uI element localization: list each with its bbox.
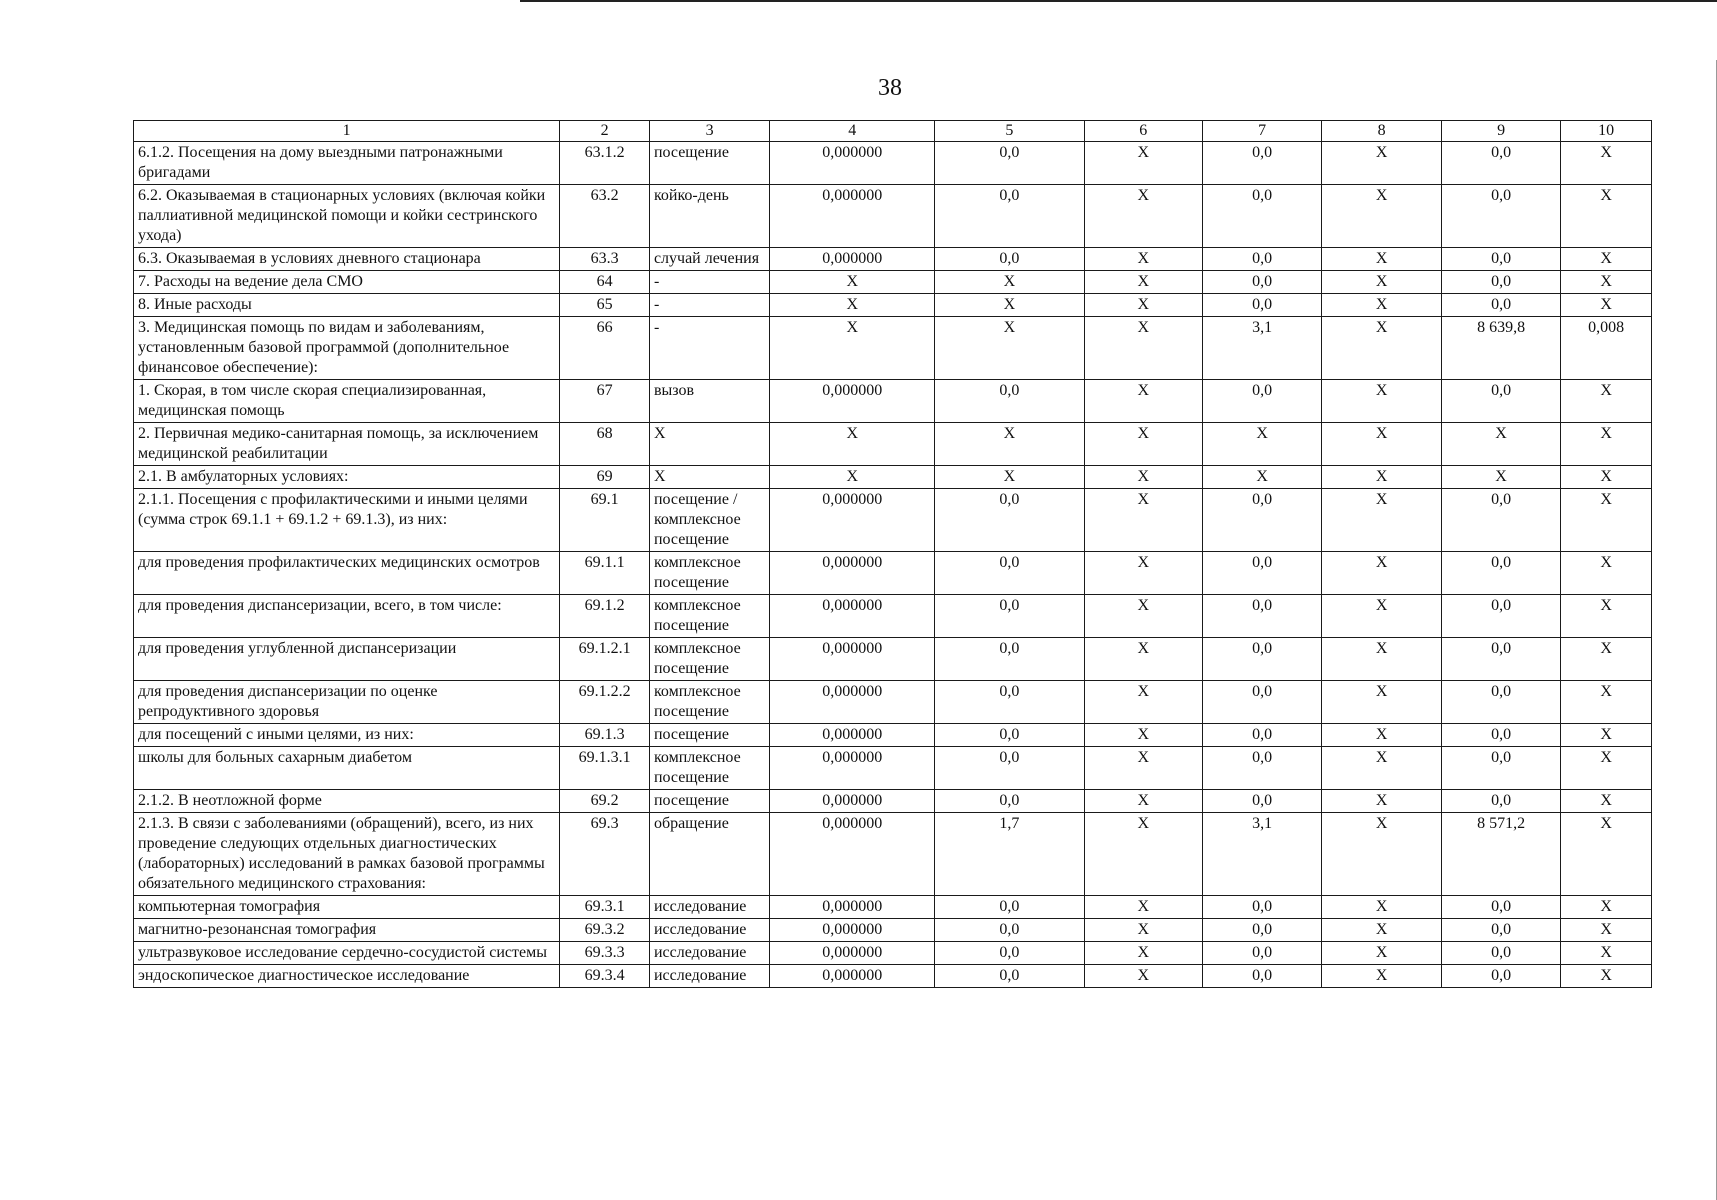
table-cell-col-3: исследование bbox=[649, 942, 769, 965]
table-cell-col-10: X bbox=[1561, 790, 1652, 813]
table-cell-col-6: X bbox=[1084, 638, 1202, 681]
table-cell-col-5: 0,0 bbox=[935, 790, 1084, 813]
table-cell-col-10: X bbox=[1561, 724, 1652, 747]
table-cell-col-4: 0,000000 bbox=[770, 638, 935, 681]
table-cell-col-8: X bbox=[1322, 489, 1441, 552]
table-cell-col-8: X bbox=[1322, 681, 1441, 724]
table-row bbox=[134, 965, 1652, 988]
table-cell-col-9: 0,0 bbox=[1441, 790, 1560, 813]
table-row bbox=[134, 552, 1652, 595]
table-cell-col-3: комплексное посещение bbox=[649, 552, 769, 595]
table-cell-col-2: 69.1.2 bbox=[560, 595, 650, 638]
table-cell-col-6: X bbox=[1084, 294, 1202, 317]
table-row bbox=[134, 294, 1652, 317]
table-cell-col-1: 2. Первичная медико-санитарная помощь, за исключением медицинской реабилитации bbox=[134, 423, 560, 466]
table-cell-col-3: посещение / комплексное посещение bbox=[649, 489, 769, 552]
table-cell-col-6: X bbox=[1084, 423, 1202, 466]
table-cell-col-6: X bbox=[1084, 965, 1202, 988]
column-header-6: 6 bbox=[1084, 121, 1202, 142]
table-cell-col-8: X bbox=[1322, 724, 1441, 747]
table-cell-col-9: 0,0 bbox=[1441, 380, 1560, 423]
table-cell-col-1: ультразвуковое исследование сердечно-сосудистой системы bbox=[134, 942, 560, 965]
column-header-5: 5 bbox=[935, 121, 1084, 142]
table-cell-col-7: 0,0 bbox=[1202, 271, 1321, 294]
table-cell-col-8: X bbox=[1322, 595, 1441, 638]
table-cell-col-10: X bbox=[1561, 380, 1652, 423]
table-cell-col-4: 0,000000 bbox=[770, 489, 935, 552]
table-cell-col-7: 0,0 bbox=[1202, 380, 1321, 423]
table-row bbox=[134, 747, 1652, 790]
table-cell-col-1: эндоскопическое диагностическое исследование bbox=[134, 965, 560, 988]
table-cell-col-1: школы для больных сахарным диабетом bbox=[134, 747, 560, 790]
table-cell-col-10: X bbox=[1561, 919, 1652, 942]
table-cell-col-7: 3,1 bbox=[1202, 317, 1321, 380]
table-cell-col-2: 63.2 bbox=[560, 185, 650, 248]
table-cell-col-10: 0,008 bbox=[1561, 317, 1652, 380]
table-cell-col-2: 69.1.2.1 bbox=[560, 638, 650, 681]
table-cell-col-8: X bbox=[1322, 185, 1441, 248]
table-cell-col-7: 0,0 bbox=[1202, 552, 1321, 595]
table-cell-col-4: 0,000000 bbox=[770, 896, 935, 919]
table-cell-col-6: X bbox=[1084, 747, 1202, 790]
table-cell-col-5: 1,7 bbox=[935, 813, 1084, 896]
table-cell-col-2: 67 bbox=[560, 380, 650, 423]
table-cell-col-2: 69.1.2.2 bbox=[560, 681, 650, 724]
column-header-2: 2 bbox=[560, 121, 650, 142]
table-cell-col-1: для посещений с иными целями, из них: bbox=[134, 724, 560, 747]
table-cell-col-6: X bbox=[1084, 317, 1202, 380]
table-cell-col-6: X bbox=[1084, 466, 1202, 489]
table-cell-col-9: 0,0 bbox=[1441, 965, 1560, 988]
table-cell-col-3: исследование bbox=[649, 965, 769, 988]
table-cell-col-10: X bbox=[1561, 638, 1652, 681]
column-header-1: 1 bbox=[134, 121, 560, 142]
table-row bbox=[134, 790, 1652, 813]
table-row bbox=[134, 942, 1652, 965]
table-header bbox=[134, 121, 1652, 142]
column-header-10: 10 bbox=[1561, 121, 1652, 142]
table-cell-col-2: 69.1.1 bbox=[560, 552, 650, 595]
table-cell-col-3: случай лечения bbox=[649, 248, 769, 271]
table-cell-col-9: 8 639,8 bbox=[1441, 317, 1560, 380]
table-row bbox=[134, 813, 1652, 896]
table-cell-col-10: X bbox=[1561, 681, 1652, 724]
table-cell-col-5: 0,0 bbox=[935, 380, 1084, 423]
table-cell-col-5: 0,0 bbox=[935, 248, 1084, 271]
table-cell-col-10: X bbox=[1561, 423, 1652, 466]
table-cell-col-9: 0,0 bbox=[1441, 552, 1560, 595]
table-row bbox=[134, 919, 1652, 942]
table-cell-col-2: 69.1.3.1 bbox=[560, 747, 650, 790]
table-cell-col-9: 0,0 bbox=[1441, 142, 1560, 185]
table-cell-col-10: X bbox=[1561, 813, 1652, 896]
table-cell-col-6: X bbox=[1084, 271, 1202, 294]
table-cell-col-3: обращение bbox=[649, 813, 769, 896]
table-cell-col-9: 8 571,2 bbox=[1441, 813, 1560, 896]
table-cell-col-7: 0,0 bbox=[1202, 747, 1321, 790]
table-cell-col-1: для проведения диспансеризации, всего, в том числе: bbox=[134, 595, 560, 638]
table-cell-col-3: комплексное посещение bbox=[649, 747, 769, 790]
table-cell-col-8: X bbox=[1322, 294, 1441, 317]
table-cell-col-8: X bbox=[1322, 248, 1441, 271]
table-cell-col-10: X bbox=[1561, 466, 1652, 489]
table-cell-col-5: 0,0 bbox=[935, 942, 1084, 965]
table-cell-col-7: 0,0 bbox=[1202, 790, 1321, 813]
page-number: 38 bbox=[878, 75, 902, 101]
table-cell-col-2: 69.1 bbox=[560, 489, 650, 552]
table-cell-col-9: 0,0 bbox=[1441, 919, 1560, 942]
table-cell-col-9: 0,0 bbox=[1441, 248, 1560, 271]
table-cell-col-7: X bbox=[1202, 423, 1321, 466]
table-cell-col-10: X bbox=[1561, 595, 1652, 638]
table-cell-col-10: X bbox=[1561, 271, 1652, 294]
table-cell-col-3: вызов bbox=[649, 380, 769, 423]
table-cell-col-1: 6.3. Оказываемая в условиях дневного стационара bbox=[134, 248, 560, 271]
table-cell-col-3: исследование bbox=[649, 896, 769, 919]
table-row bbox=[134, 638, 1652, 681]
table-cell-col-3: - bbox=[649, 271, 769, 294]
table-cell-col-4: 0,000000 bbox=[770, 790, 935, 813]
table-row bbox=[134, 271, 1652, 294]
table-cell-col-8: X bbox=[1322, 919, 1441, 942]
table-cell-col-5: 0,0 bbox=[935, 724, 1084, 747]
table-cell-col-4: X bbox=[770, 466, 935, 489]
table-cell-col-2: 69.3.1 bbox=[560, 896, 650, 919]
table-cell-col-4: X bbox=[770, 271, 935, 294]
table-cell-col-4: 0,000000 bbox=[770, 942, 935, 965]
table-cell-col-3: X bbox=[649, 466, 769, 489]
table-cell-col-10: X bbox=[1561, 185, 1652, 248]
table-cell-col-4: 0,000000 bbox=[770, 919, 935, 942]
table-cell-col-7: 0,0 bbox=[1202, 185, 1321, 248]
table-cell-col-6: X bbox=[1084, 790, 1202, 813]
table-cell-col-6: X bbox=[1084, 380, 1202, 423]
table-row bbox=[134, 896, 1652, 919]
table-cell-col-5: 0,0 bbox=[935, 185, 1084, 248]
table-cell-col-5: 0,0 bbox=[935, 681, 1084, 724]
table-cell-col-4: 0,000000 bbox=[770, 595, 935, 638]
table-cell-col-9: 0,0 bbox=[1441, 271, 1560, 294]
table-cell-col-10: X bbox=[1561, 942, 1652, 965]
table-cell-col-4: X bbox=[770, 423, 935, 466]
table-cell-col-8: X bbox=[1322, 747, 1441, 790]
table-cell-col-7: 0,0 bbox=[1202, 965, 1321, 988]
table-cell-col-9: 0,0 bbox=[1441, 185, 1560, 248]
table-cell-col-1: 2.1.2. В неотложной форме bbox=[134, 790, 560, 813]
table-row bbox=[134, 248, 1652, 271]
table-cell-col-10: X bbox=[1561, 142, 1652, 185]
table-cell-col-2: 64 bbox=[560, 271, 650, 294]
table-cell-col-1: 6.2. Оказываемая в стационарных условиях (включая койки паллиативной медицинской помощи и койки сестринского ухода) bbox=[134, 185, 560, 248]
table-cell-col-2: 69.3.4 bbox=[560, 965, 650, 988]
table-cell-col-1: 2.1.1. Посещения с профилактическими и иными целями (сумма строк 69.1.1 + 69.1.2 + 69.1.3), из них: bbox=[134, 489, 560, 552]
table-cell-col-3: комплексное посещение bbox=[649, 638, 769, 681]
table-cell-col-1: 8. Иные расходы bbox=[134, 294, 560, 317]
table-cell-col-5: 0,0 bbox=[935, 896, 1084, 919]
table-cell-col-9: 0,0 bbox=[1441, 595, 1560, 638]
table-row bbox=[134, 595, 1652, 638]
table-cell-col-3: посещение bbox=[649, 142, 769, 185]
table-cell-col-9: X bbox=[1441, 466, 1560, 489]
table-cell-col-5: 0,0 bbox=[935, 489, 1084, 552]
table-cell-col-5: X bbox=[935, 294, 1084, 317]
table-cell-col-6: X bbox=[1084, 489, 1202, 552]
table-body bbox=[134, 142, 1652, 988]
table-cell-col-5: X bbox=[935, 271, 1084, 294]
table-cell-col-4: 0,000000 bbox=[770, 185, 935, 248]
table-cell-col-7: 0,0 bbox=[1202, 595, 1321, 638]
table-cell-col-2: 63.1.2 bbox=[560, 142, 650, 185]
table-cell-col-1: для проведения углубленной диспансеризации bbox=[134, 638, 560, 681]
table-cell-col-4: 0,000000 bbox=[770, 747, 935, 790]
table-cell-col-2: 69 bbox=[560, 466, 650, 489]
table-cell-col-1: 6.1.2. Посещения на дому выездными патронажными бригадами bbox=[134, 142, 560, 185]
table-cell-col-4: 0,000000 bbox=[770, 380, 935, 423]
table-cell-col-6: X bbox=[1084, 552, 1202, 595]
table-cell-col-2: 69.1.3 bbox=[560, 724, 650, 747]
table-cell-col-1: 2.1.3. В связи с заболеваниями (обращений), всего, из них проведение следующих отдельных диагностических (лабораторных) исследований в рамках базовой программы обязательного медицинского страхования: bbox=[134, 813, 560, 896]
header-row bbox=[134, 121, 1652, 142]
table-cell-col-5: X bbox=[935, 466, 1084, 489]
table-cell-col-2: 69.3 bbox=[560, 813, 650, 896]
table-cell-col-9: 0,0 bbox=[1441, 724, 1560, 747]
table-cell-col-1: магнитно-резонансная томография bbox=[134, 919, 560, 942]
table-cell-col-3: X bbox=[649, 423, 769, 466]
table-cell-col-9: 0,0 bbox=[1441, 489, 1560, 552]
data-table-wrapper bbox=[133, 120, 1652, 988]
table-cell-col-6: X bbox=[1084, 142, 1202, 185]
table-row bbox=[134, 489, 1652, 552]
table-cell-col-6: X bbox=[1084, 919, 1202, 942]
table-cell-col-9: 0,0 bbox=[1441, 638, 1560, 681]
table-cell-col-9: 0,0 bbox=[1441, 681, 1560, 724]
table-cell-col-1: 3. Медицинская помощь по видам и заболеваниям, установленным базовой программой (дополнительное финансовое обеспечение): bbox=[134, 317, 560, 380]
table-cell-col-4: 0,000000 bbox=[770, 965, 935, 988]
table-cell-col-1: 7. Расходы на ведение дела СМО bbox=[134, 271, 560, 294]
table-cell-col-5: 0,0 bbox=[935, 965, 1084, 988]
table-cell-col-10: X bbox=[1561, 965, 1652, 988]
table-cell-col-10: X bbox=[1561, 552, 1652, 595]
table-cell-col-1: для проведения диспансеризации по оценке репродуктивного здоровья bbox=[134, 681, 560, 724]
table-cell-col-10: X bbox=[1561, 248, 1652, 271]
table-cell-col-8: X bbox=[1322, 965, 1441, 988]
table-cell-col-8: X bbox=[1322, 942, 1441, 965]
table-cell-col-6: X bbox=[1084, 813, 1202, 896]
table-row bbox=[134, 423, 1652, 466]
scan-edge-top bbox=[520, 0, 1717, 2]
table-cell-col-9: 0,0 bbox=[1441, 942, 1560, 965]
table-cell-col-3: койко-день bbox=[649, 185, 769, 248]
table-cell-col-10: X bbox=[1561, 896, 1652, 919]
table-cell-col-8: X bbox=[1322, 813, 1441, 896]
table-cell-col-7: 0,0 bbox=[1202, 942, 1321, 965]
table-cell-col-10: X bbox=[1561, 747, 1652, 790]
table-cell-col-2: 69.2 bbox=[560, 790, 650, 813]
table-cell-col-8: X bbox=[1322, 317, 1441, 380]
table-row bbox=[134, 681, 1652, 724]
table-cell-col-8: X bbox=[1322, 638, 1441, 681]
table-cell-col-9: 0,0 bbox=[1441, 294, 1560, 317]
table-row bbox=[134, 317, 1652, 380]
table-cell-col-1: компьютерная томография bbox=[134, 896, 560, 919]
table-cell-col-7: 0,0 bbox=[1202, 248, 1321, 271]
table-cell-col-3: - bbox=[649, 294, 769, 317]
table-cell-col-9: X bbox=[1441, 423, 1560, 466]
table-cell-col-9: 0,0 bbox=[1441, 896, 1560, 919]
table-cell-col-3: исследование bbox=[649, 919, 769, 942]
table-cell-col-5: 0,0 bbox=[935, 142, 1084, 185]
table-cell-col-7: 3,1 bbox=[1202, 813, 1321, 896]
table-cell-col-6: X bbox=[1084, 248, 1202, 271]
table-cell-col-7: 0,0 bbox=[1202, 489, 1321, 552]
table-cell-col-6: X bbox=[1084, 942, 1202, 965]
table-cell-col-10: X bbox=[1561, 294, 1652, 317]
table-cell-col-3: - bbox=[649, 317, 769, 380]
table-cell-col-6: X bbox=[1084, 724, 1202, 747]
table-cell-col-2: 63.3 bbox=[560, 248, 650, 271]
table-cell-col-7: 0,0 bbox=[1202, 724, 1321, 747]
table-row bbox=[134, 380, 1652, 423]
table-cell-col-4: 0,000000 bbox=[770, 552, 935, 595]
table-cell-col-5: 0,0 bbox=[935, 919, 1084, 942]
table-cell-col-8: X bbox=[1322, 423, 1441, 466]
table-cell-col-4: X bbox=[770, 317, 935, 380]
table-row bbox=[134, 724, 1652, 747]
table-cell-col-7: 0,0 bbox=[1202, 681, 1321, 724]
column-header-8: 8 bbox=[1322, 121, 1441, 142]
table-cell-col-10: X bbox=[1561, 489, 1652, 552]
table-row bbox=[134, 142, 1652, 185]
table-cell-col-7: 0,0 bbox=[1202, 142, 1321, 185]
table-cell-col-1: 2.1. В амбулаторных условиях: bbox=[134, 466, 560, 489]
table-cell-col-8: X bbox=[1322, 896, 1441, 919]
table-cell-col-2: 69.3.2 bbox=[560, 919, 650, 942]
table-cell-col-4: 0,000000 bbox=[770, 142, 935, 185]
table-cell-col-3: посещение bbox=[649, 724, 769, 747]
table-cell-col-5: 0,0 bbox=[935, 552, 1084, 595]
table-cell-col-4: 0,000000 bbox=[770, 248, 935, 271]
table-cell-col-4: 0,000000 bbox=[770, 681, 935, 724]
table-cell-col-4: X bbox=[770, 294, 935, 317]
table-cell-col-3: посещение bbox=[649, 790, 769, 813]
column-header-9: 9 bbox=[1441, 121, 1560, 142]
table-row bbox=[134, 466, 1652, 489]
table-cell-col-5: 0,0 bbox=[935, 595, 1084, 638]
table-cell-col-1: 1. Скорая, в том числе скорая специализированная, медицинская помощь bbox=[134, 380, 560, 423]
column-header-3: 3 bbox=[649, 121, 769, 142]
data-table bbox=[133, 120, 1652, 988]
table-cell-col-7: 0,0 bbox=[1202, 896, 1321, 919]
table-cell-col-2: 65 bbox=[560, 294, 650, 317]
table-cell-col-7: 0,0 bbox=[1202, 638, 1321, 681]
table-cell-col-4: 0,000000 bbox=[770, 813, 935, 896]
table-cell-col-8: X bbox=[1322, 271, 1441, 294]
table-cell-col-8: X bbox=[1322, 790, 1441, 813]
table-cell-col-1: для проведения профилактических медицинских осмотров bbox=[134, 552, 560, 595]
table-cell-col-2: 69.3.3 bbox=[560, 942, 650, 965]
column-header-7: 7 bbox=[1202, 121, 1321, 142]
table-cell-col-3: комплексное посещение bbox=[649, 595, 769, 638]
table-row bbox=[134, 185, 1652, 248]
table-cell-col-8: X bbox=[1322, 142, 1441, 185]
table-cell-col-6: X bbox=[1084, 595, 1202, 638]
table-cell-col-2: 66 bbox=[560, 317, 650, 380]
table-cell-col-9: 0,0 bbox=[1441, 747, 1560, 790]
table-cell-col-4: 0,000000 bbox=[770, 724, 935, 747]
column-header-4: 4 bbox=[770, 121, 935, 142]
table-cell-col-8: X bbox=[1322, 466, 1441, 489]
table-cell-col-7: X bbox=[1202, 466, 1321, 489]
table-cell-col-6: X bbox=[1084, 681, 1202, 724]
table-cell-col-8: X bbox=[1322, 552, 1441, 595]
table-cell-col-5: X bbox=[935, 317, 1084, 380]
table-cell-col-7: 0,0 bbox=[1202, 919, 1321, 942]
table-cell-col-5: X bbox=[935, 423, 1084, 466]
table-cell-col-5: 0,0 bbox=[935, 638, 1084, 681]
table-cell-col-5: 0,0 bbox=[935, 747, 1084, 790]
table-cell-col-6: X bbox=[1084, 185, 1202, 248]
table-cell-col-8: X bbox=[1322, 380, 1441, 423]
table-cell-col-7: 0,0 bbox=[1202, 294, 1321, 317]
table-cell-col-2: 68 bbox=[560, 423, 650, 466]
table-cell-col-3: комплексное посещение bbox=[649, 681, 769, 724]
table-cell-col-6: X bbox=[1084, 896, 1202, 919]
